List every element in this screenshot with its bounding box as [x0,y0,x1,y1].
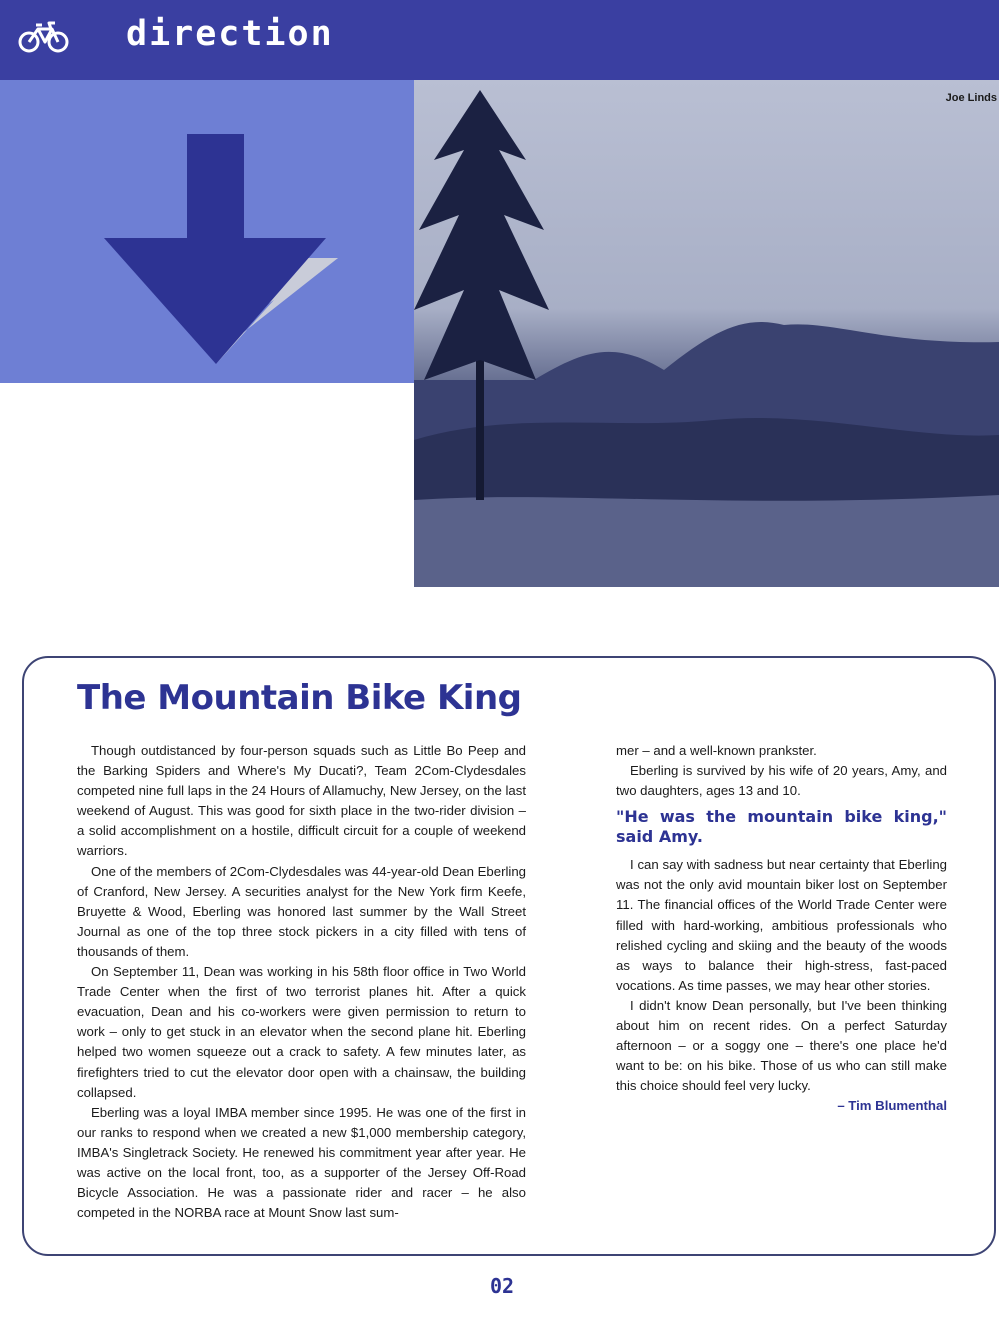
paragraph: I can say with sadness but near certainty that Eberling was not the only avid mountain biker lost on September 11. The financial offices of the World Trade Center were filled with hard-working, ambitious professionals who relished cycling and skiing and the beauty of the woods as ways to balance their high-stress, fast-paced vocations. As time passes, we may hear other stories. [616,857,947,993]
paragraph: Though outdistanced by four-person squads such as Little Bo Peep and the Barking Spiders and Where's My Ducati?, Team 2Com-Clydesdales competed nine full laps in the 24 Hours of Allamuchy, New Jersey, on the last weekend of August. This was good for sixth place in the two-rider division – a solid accomplishment on a hostile, difficult circuit for a couple of weekend warriors. [77,743,526,859]
paragraph: On September 11, Dean was working in his 58th floor office in Two World Trade Center when the first of two terrorist planes hit. After a quick evacuation, Dean and his co-workers were given permission to return to work – only to get stuck in an elevator when the second plane hit. Eberling helped two women squeeze out a crack to safety. A few minutes later, as firefighters tried to cut the elevator door open with a chainsaw, the building collapsed. [77,964,526,1100]
mountain-tree-image [414,80,999,587]
article-headline: The Mountain Bike King [77,678,522,718]
paragraph: One of the members of 2Com-Clydesdales was 44-year-old Dean Eberling of Cranford, New Jersey. A securities analyst for the New York firm Keefe, Bruyette & Wood, Eberling was honored last summer by the Wall Street Journal as one of the top three stock pickers in a city filled with tens of thousands of them. [77,863,526,959]
paragraph: I didn't know Dean personally, but I've been thinking about him on recent rides. On a perfect Saturday afternoon – or a soggy one – there's one place he'd want to be: on his bike. Those of us who can still make this choice should feel very lucky. [616,997,947,1094]
paragraph: Eberling is survived by his wife of 20 years, Amy, and two daughters, ages 13 and 10. [616,763,947,799]
section-header [0,0,999,80]
article-column-1 [77,741,526,1223]
page-number: 02 [490,1274,515,1298]
landscape-photo [414,80,999,587]
paragraph: Eberling was a loyal IMBA member since 1995. He was one of the first in our ranks to respond when we created a new $1,000 membership category, IMBA's Singletrack Society. He renewed his commitment year after year. He was active on the local front, too, as a supporter of the Jersey Off-Road Bicycle Association. He was a passionate rider and racer – he also competed in the NORBA race at Mount Snow last sum- [77,1104,526,1221]
article-column-2 [616,741,947,1117]
section-title: direction [126,14,334,54]
down-arrow-icon [0,80,414,383]
decorative-panel [0,80,414,383]
paragraph-continued: mer – and a well-known prankster. [616,743,817,758]
bicycle-icon [18,20,70,54]
photo-credit: Joe Linds [945,92,997,104]
author-byline: – Tim Blumenthal [837,1098,947,1114]
pull-quote: "He was the mountain bike king," said Amy. [616,807,947,847]
